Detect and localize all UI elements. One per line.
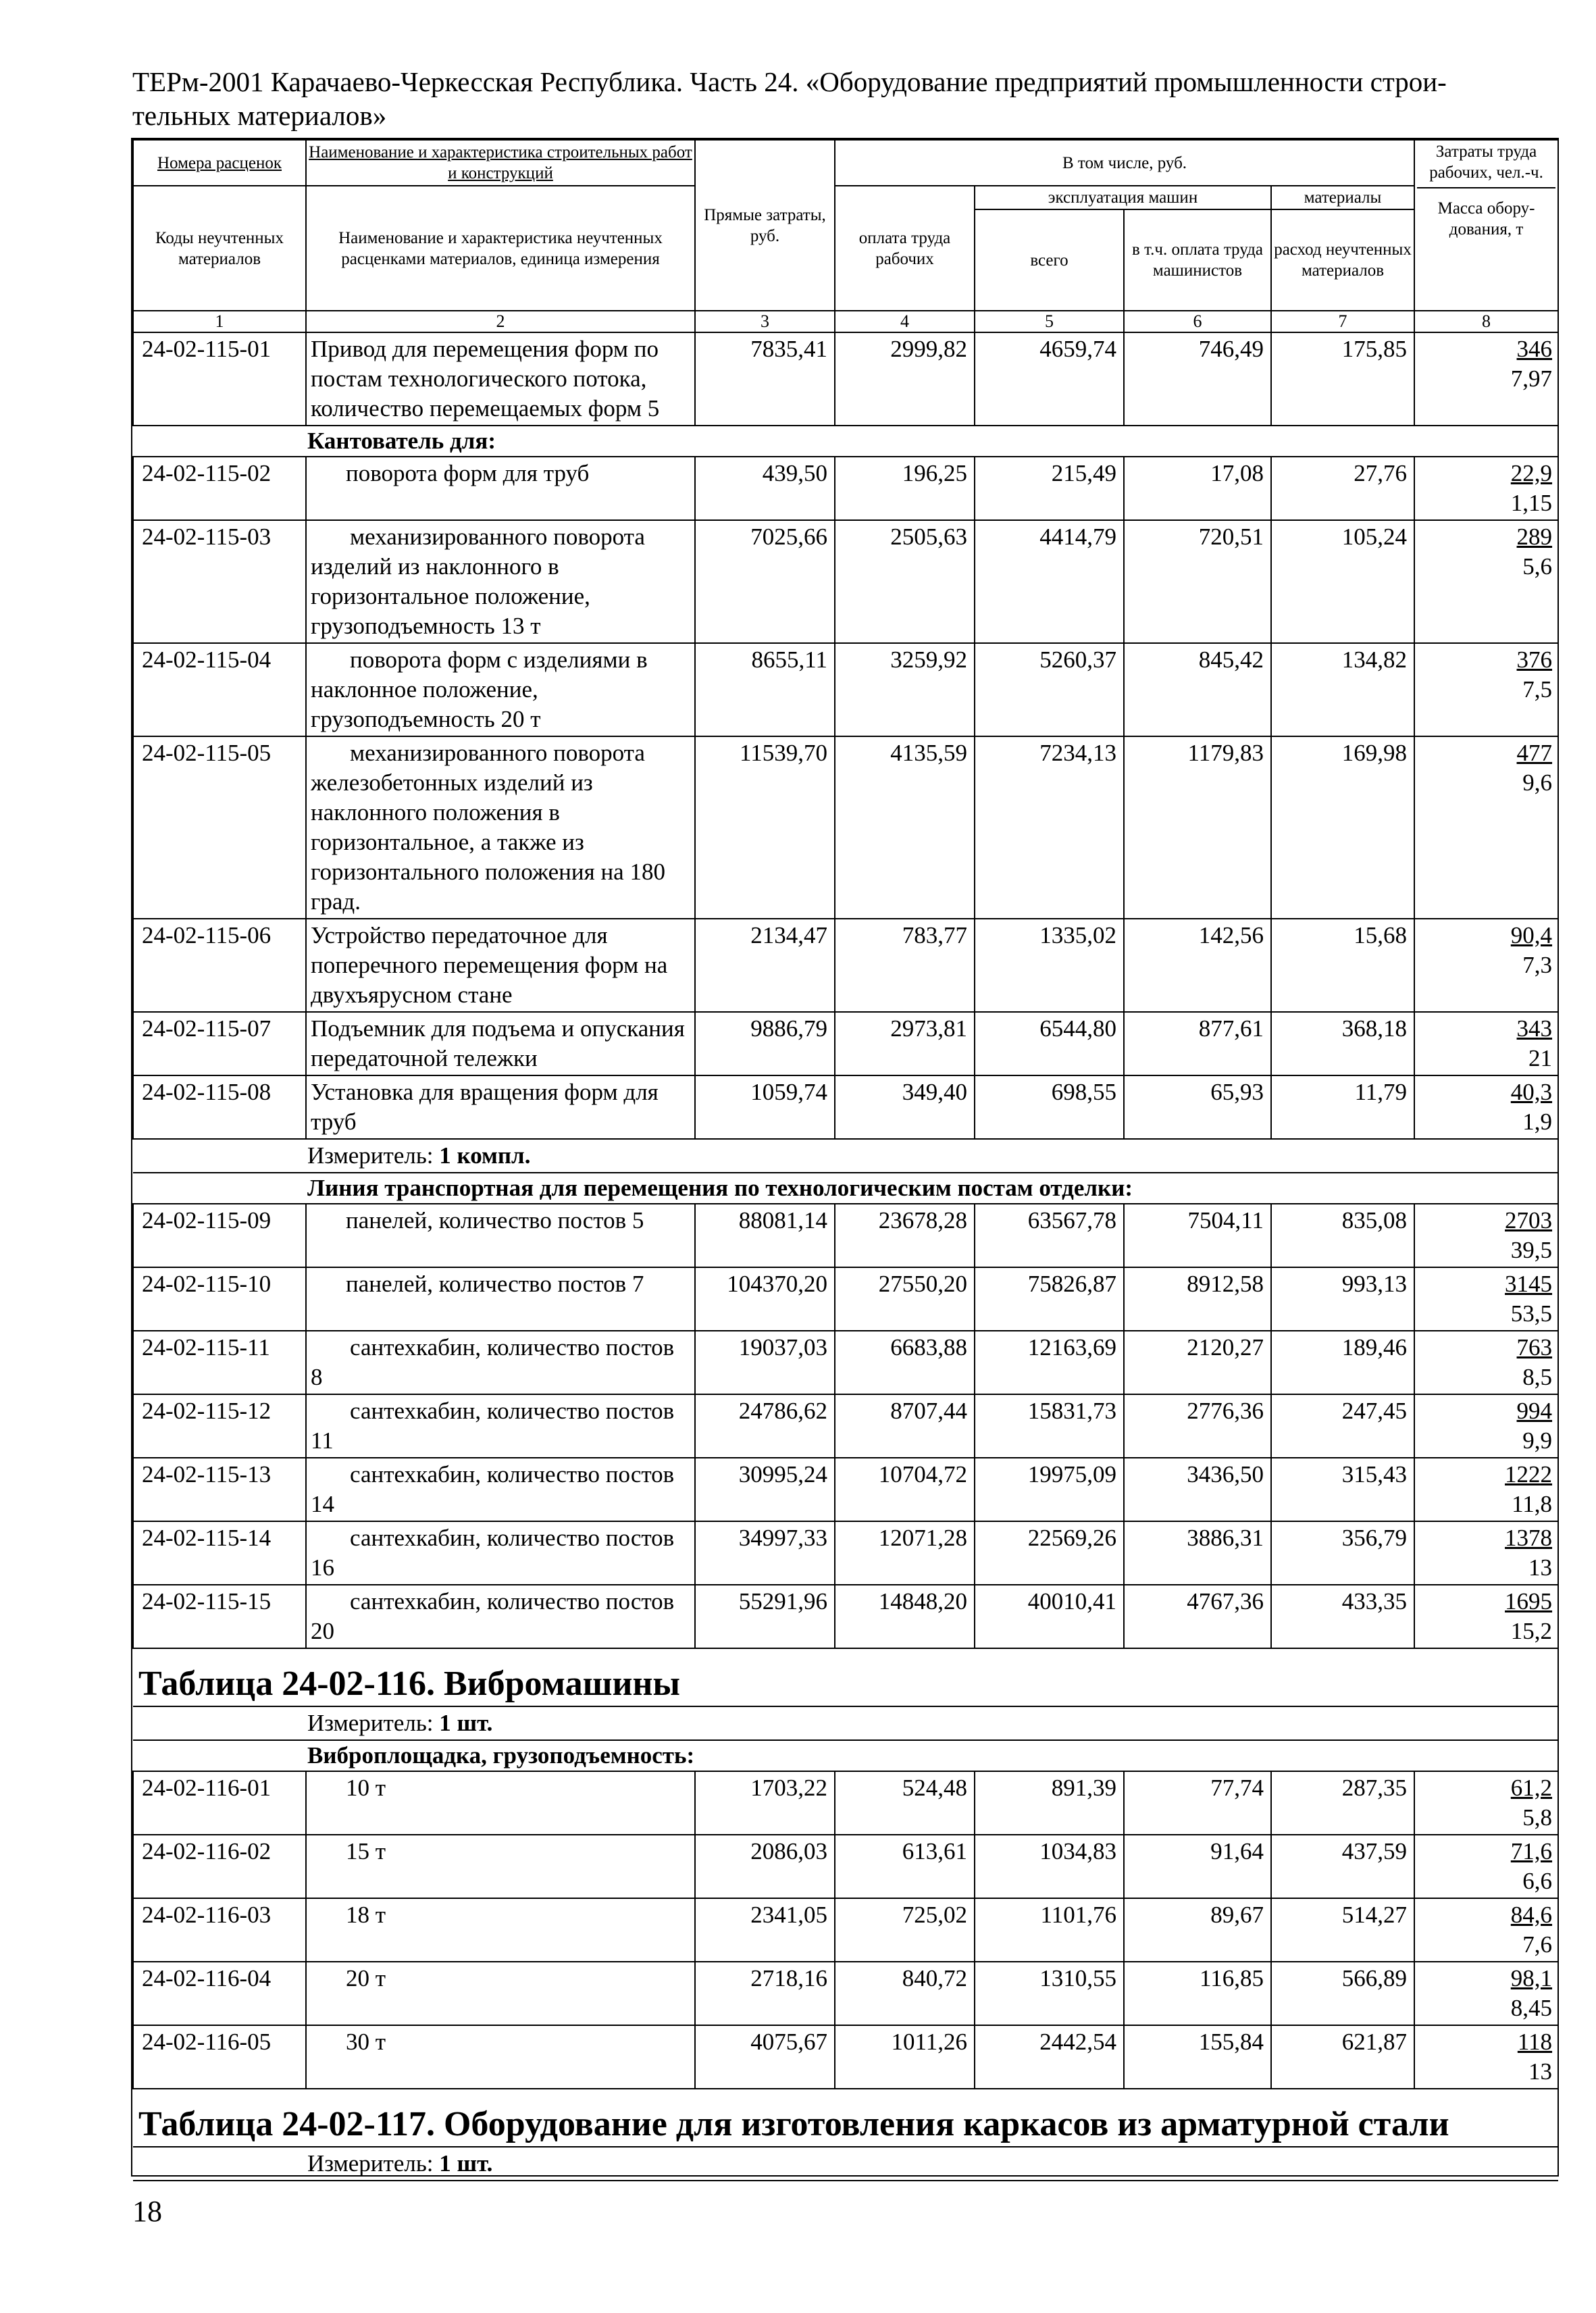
labor-mass-cell [1414, 1204, 1558, 1267]
labor-mass-cell [1414, 1075, 1558, 1139]
worker-pay: 3259,92 [835, 643, 975, 736]
direct-costs: 1059,74 [695, 1075, 835, 1139]
machinist-pay: 89,67 [1124, 1898, 1271, 1962]
machines-total: 7234,13 [975, 736, 1124, 919]
header-material-codes: Коды неучтенных материалов [133, 186, 306, 311]
rate-code: 24-02-115-06 [133, 919, 306, 1012]
direct-costs: 2134,47 [695, 919, 835, 1012]
machines-total: 40010,41 [975, 1585, 1124, 1648]
equipment-mass: 39,5 [1510, 1237, 1553, 1263]
direct-costs: 7835,41 [695, 332, 835, 426]
meter-prefix: Измеритель: [307, 1142, 440, 1169]
header-rate-numbers: Номера расценок [133, 140, 306, 186]
machinist-pay: 2776,36 [1124, 1394, 1271, 1458]
labor-mass-cell [1414, 1394, 1558, 1458]
machinist-pay: 7504,11 [1124, 1204, 1271, 1267]
direct-costs: 30995,24 [695, 1458, 835, 1521]
worker-pay: 14848,20 [835, 1585, 975, 1648]
worker-pay: 613,61 [835, 1835, 975, 1898]
labor-costs: 346 [1516, 336, 1553, 362]
direct-costs: 2718,16 [695, 1962, 835, 2025]
machinist-pay: 116,85 [1124, 1962, 1271, 2025]
subheading-row [133, 1740, 1558, 1771]
subheading-row [133, 426, 1558, 457]
machines-total: 698,55 [975, 1075, 1124, 1139]
direct-costs: 2341,05 [695, 1898, 835, 1962]
direct-costs: 19037,03 [695, 1331, 835, 1394]
materials-cost: 835,08 [1271, 1204, 1414, 1267]
section-cell [133, 1648, 1558, 1706]
rate-name: сантехкабин, количество постов 16 [306, 1521, 695, 1585]
materials-cost: 189,46 [1271, 1331, 1414, 1394]
machines-total: 63567,78 [975, 1204, 1124, 1267]
rate-name: 10 т [306, 1771, 695, 1835]
direct-costs: 104370,20 [695, 1267, 835, 1331]
labor-costs: 289 [1516, 524, 1553, 550]
price-table-frame [131, 138, 1559, 2177]
meter [133, 2147, 1558, 2181]
machinist-pay: 3886,31 [1124, 1521, 1271, 1585]
labor-costs: 22,9 [1510, 460, 1553, 486]
materials-cost: 514,27 [1271, 1898, 1414, 1962]
rate-name: 20 т [306, 1962, 695, 2025]
rate-code: 24-02-115-13 [133, 1458, 306, 1521]
equipment-mass: 7,97 [1510, 365, 1553, 392]
labor-costs: 343 [1516, 1015, 1553, 1042]
subheading: Линия транспортная для перемещения по технологическим постам отделки: [133, 1173, 1558, 1204]
labor-mass-cell [1414, 643, 1558, 736]
rate-code: 24-02-115-03 [133, 520, 306, 643]
labor-costs: 71,6 [1510, 1838, 1553, 1864]
machinist-pay: 845,42 [1124, 643, 1271, 736]
table-row [133, 1898, 1558, 1962]
machinist-pay: 155,84 [1124, 2025, 1271, 2089]
rate-name: поворота форм с изделиями в наклонное положение, грузоподъемность 20 т [306, 643, 695, 736]
rate-code: 24-02-116-05 [133, 2025, 306, 2089]
worker-pay: 23678,28 [835, 1204, 975, 1267]
materials-cost: 287,35 [1271, 1771, 1414, 1835]
col-num-4: 4 [835, 311, 975, 332]
meter-unit: 1 шт. [439, 1710, 493, 1736]
machines-total: 1034,83 [975, 1835, 1124, 1898]
labor-costs: 98,1 [1510, 1965, 1553, 1991]
direct-costs: 11539,70 [695, 736, 835, 919]
table-row [133, 1394, 1558, 1458]
worker-pay: 349,40 [835, 1075, 975, 1139]
materials-cost: 356,79 [1271, 1521, 1414, 1585]
header-machinist-pay: в т.ч. оплата труда машинистов [1124, 209, 1271, 311]
labor-mass-cell [1414, 2025, 1558, 2089]
equipment-mass: 21 [1528, 1045, 1553, 1071]
header-unaccounted-materials: расход неучтенных материалов [1271, 209, 1414, 311]
equipment-mass: 53,5 [1510, 1300, 1553, 1327]
direct-costs: 24786,62 [695, 1394, 835, 1458]
machines-total: 19975,09 [975, 1458, 1124, 1521]
rate-name: механизированного поворота железобетонных изделий из наклонного положения в горизонтальное, а также из горизонтального положения на 180 град. [306, 736, 695, 919]
meter [133, 1706, 1558, 1740]
header-materials: материалы [1271, 186, 1414, 209]
labor-costs: 477 [1516, 740, 1553, 766]
machines-total: 12163,69 [975, 1331, 1124, 1394]
materials-cost: 621,87 [1271, 2025, 1414, 2089]
labor-costs: 1695 [1505, 1588, 1553, 1615]
labor-mass-cell [1414, 520, 1558, 643]
machinist-pay: 77,74 [1124, 1771, 1271, 1835]
labor-mass-cell [1414, 736, 1558, 919]
direct-costs: 88081,14 [695, 1204, 835, 1267]
equipment-mass: 13 [1528, 2058, 1553, 2085]
materials-cost: 11,79 [1271, 1075, 1414, 1139]
materials-cost: 368,18 [1271, 1012, 1414, 1075]
materials-cost: 993,13 [1271, 1267, 1414, 1331]
rate-name: панелей, количество постов 7 [306, 1267, 695, 1331]
machines-total: 6544,80 [975, 1012, 1124, 1075]
direct-costs: 2086,03 [695, 1835, 835, 1898]
header-machines: эксплуатация машин [975, 186, 1271, 209]
materials-cost: 247,45 [1271, 1394, 1414, 1458]
machines-total: 1335,02 [975, 919, 1124, 1012]
rate-code: 24-02-116-02 [133, 1835, 306, 1898]
worker-pay: 725,02 [835, 1898, 975, 1962]
equipment-mass: 7,3 [1522, 952, 1553, 978]
rate-code: 24-02-116-03 [133, 1898, 306, 1962]
labor-costs: 763 [1516, 1334, 1553, 1361]
section-title: Таблица 24-02-116. Вибромашины [138, 1664, 681, 1703]
worker-pay: 2505,63 [835, 520, 975, 643]
direct-costs: 9886,79 [695, 1012, 835, 1075]
materials-cost: 27,76 [1271, 457, 1414, 520]
equipment-mass: 8,5 [1522, 1364, 1553, 1390]
equipment-mass: 1,15 [1510, 490, 1553, 516]
machines-total: 22569,26 [975, 1521, 1124, 1585]
materials-cost: 134,82 [1271, 643, 1414, 736]
machinist-pay: 142,56 [1124, 919, 1271, 1012]
machines-total: 2442,54 [975, 2025, 1124, 2089]
machines-total: 4414,79 [975, 520, 1124, 643]
col-num-7: 7 [1271, 311, 1414, 332]
rate-name: механизированного поворота изделий из наклонного в горизонтальное положение, грузоподъемность 13 т [306, 520, 695, 643]
section-row [133, 2089, 1558, 2147]
meter-row [133, 1139, 1558, 1173]
equipment-mass: 5,6 [1522, 553, 1553, 580]
meter-unit: 1 шт. [439, 2150, 493, 2177]
equipment-mass: 9,9 [1522, 1427, 1553, 1454]
meter-prefix: Измеритель: [307, 1710, 440, 1736]
rate-code: 24-02-115-04 [133, 643, 306, 736]
worker-pay: 1011,26 [835, 2025, 975, 2089]
labor-costs: 1222 [1505, 1461, 1553, 1488]
materials-cost: 433,35 [1271, 1585, 1414, 1648]
table-row [133, 1331, 1558, 1394]
table-row [133, 1458, 1558, 1521]
machines-total: 4659,74 [975, 332, 1124, 426]
materials-cost: 566,89 [1271, 1962, 1414, 2025]
equipment-mass: 8,45 [1510, 1995, 1553, 2021]
worker-pay: 524,48 [835, 1771, 975, 1835]
machines-total: 5260,37 [975, 643, 1124, 736]
labor-mass-cell [1414, 1898, 1558, 1962]
labor-mass-cell [1414, 1962, 1558, 2025]
table-row [133, 1962, 1558, 2025]
table-row [133, 643, 1558, 736]
rate-code: 24-02-115-15 [133, 1585, 306, 1648]
meter [133, 1139, 1558, 1173]
direct-costs: 439,50 [695, 457, 835, 520]
direct-costs: 4075,67 [695, 2025, 835, 2089]
col-num-5: 5 [975, 311, 1124, 332]
equipment-mass: 9,6 [1522, 769, 1553, 796]
table-row [133, 520, 1558, 643]
materials-cost: 175,85 [1271, 332, 1414, 426]
header-in-total: В том числе, руб. [835, 140, 1414, 186]
rate-name: поворота форм для труб [306, 457, 695, 520]
labor-mass-cell [1414, 1267, 1558, 1331]
meter-row [133, 1706, 1558, 1740]
section-row [133, 1648, 1558, 1706]
rate-name: сантехкабин, количество постов 8 [306, 1331, 695, 1394]
equipment-mass: 6,6 [1522, 1868, 1553, 1894]
rate-code: 24-02-115-09 [133, 1204, 306, 1267]
labor-mass-cell [1414, 919, 1558, 1012]
rate-name: 18 т [306, 1898, 695, 1962]
page-title: ТЕРм-2001 Карачаево-Черкесская Республика. Часть 24. «Оборудование предприятий промышленности строи- тельных материалов» [132, 66, 1447, 131]
equipment-mass: 1,9 [1522, 1109, 1553, 1135]
machinist-pay: 65,93 [1124, 1075, 1271, 1139]
direct-costs: 55291,96 [695, 1585, 835, 1648]
rate-code: 24-02-115-02 [133, 457, 306, 520]
table-row [133, 736, 1558, 919]
header-direct-costs: Прямые затраты, руб. [695, 140, 835, 311]
header-machines-total: всего [975, 209, 1124, 311]
col-num-8: 8 [1414, 311, 1558, 332]
meter-row [133, 2147, 1558, 2181]
table-row [133, 332, 1558, 426]
header-equipment-mass: Масса обору-дования, т [1437, 199, 1535, 238]
materials-cost: 105,24 [1271, 520, 1414, 643]
equipment-mass: 5,8 [1522, 1804, 1553, 1831]
equipment-mass: 7,5 [1522, 676, 1553, 703]
subheading-row [133, 1173, 1558, 1204]
rate-code: 24-02-115-05 [133, 736, 306, 919]
table-row [133, 1075, 1558, 1139]
machines-total: 891,39 [975, 1771, 1124, 1835]
table-row [133, 2025, 1558, 2089]
direct-costs: 1703,22 [695, 1771, 835, 1835]
worker-pay: 27550,20 [835, 1267, 975, 1331]
labor-mass-cell [1414, 1458, 1558, 1521]
materials-cost: 169,98 [1271, 736, 1414, 919]
rate-name: Подъемник для подъема и опускания передаточной тележки [306, 1012, 695, 1075]
labor-costs: 1378 [1505, 1525, 1553, 1551]
equipment-mass: 11,8 [1512, 1491, 1553, 1517]
worker-pay: 12071,28 [835, 1521, 975, 1585]
rate-name: сантехкабин, количество постов 11 [306, 1394, 695, 1458]
rate-name: Установка для вращения форм для труб [306, 1075, 695, 1139]
page-number: 18 [132, 2195, 162, 2228]
rate-name: сантехкабин, количество постов 14 [306, 1458, 695, 1521]
equipment-mass: 13 [1528, 1554, 1553, 1581]
rate-code: 24-02-115-10 [133, 1267, 306, 1331]
labor-costs: 2703 [1505, 1207, 1553, 1234]
labor-costs: 376 [1516, 646, 1553, 673]
machinist-pay: 4767,36 [1124, 1585, 1271, 1648]
rate-code: 24-02-115-11 [133, 1331, 306, 1394]
labor-costs: 90,4 [1510, 922, 1553, 948]
direct-costs: 34997,33 [695, 1521, 835, 1585]
worker-pay: 10704,72 [835, 1458, 975, 1521]
table-row [133, 1771, 1558, 1835]
machinist-pay: 720,51 [1124, 520, 1271, 643]
materials-cost: 15,68 [1271, 919, 1414, 1012]
rate-name: 30 т [306, 2025, 695, 2089]
rate-code: 24-02-115-08 [133, 1075, 306, 1139]
header-labor-costs: Затраты труда рабочих, чел.-ч. [1417, 141, 1555, 188]
header-labor-mass [1414, 140, 1558, 311]
machines-total: 215,49 [975, 457, 1124, 520]
col-num-1: 1 [133, 311, 306, 332]
labor-mass-cell [1414, 1521, 1558, 1585]
table-row [133, 1267, 1558, 1331]
labor-mass-cell [1414, 332, 1558, 426]
machines-total: 1101,76 [975, 1898, 1124, 1962]
materials-cost: 437,59 [1271, 1835, 1414, 1898]
header-worker-pay: оплата труда рабочих [835, 186, 975, 311]
col-num-6: 6 [1124, 311, 1271, 332]
col-num-3: 3 [695, 311, 835, 332]
labor-costs: 994 [1516, 1398, 1553, 1424]
materials-cost: 315,43 [1271, 1458, 1414, 1521]
worker-pay: 4135,59 [835, 736, 975, 919]
subheading: Кантователь для: [133, 426, 1558, 457]
worker-pay: 840,72 [835, 1962, 975, 2025]
table-row [133, 1521, 1558, 1585]
labor-mass-cell [1414, 1331, 1558, 1394]
machinist-pay: 3436,50 [1124, 1458, 1271, 1521]
labor-mass-cell [1414, 1012, 1558, 1075]
machinist-pay: 1179,83 [1124, 736, 1271, 919]
rate-name: Устройство передаточное для поперечного перемещения форм на двухъярусном стане [306, 919, 695, 1012]
rate-name: сантехкабин, количество постов 20 [306, 1585, 695, 1648]
table-row [133, 1012, 1558, 1075]
col-num-2: 2 [306, 311, 695, 332]
direct-costs: 8655,11 [695, 643, 835, 736]
rate-code: 24-02-115-12 [133, 1394, 306, 1458]
worker-pay: 196,25 [835, 457, 975, 520]
rate-name: панелей, количество постов 5 [306, 1204, 695, 1267]
worker-pay: 2973,81 [835, 1012, 975, 1075]
equipment-mass: 15,2 [1510, 1618, 1553, 1644]
rate-code: 24-02-116-04 [133, 1962, 306, 2025]
rate-code: 24-02-115-01 [133, 332, 306, 426]
worker-pay: 8707,44 [835, 1394, 975, 1458]
labor-mass-cell [1414, 1771, 1558, 1835]
table-row [133, 1835, 1558, 1898]
equipment-mass: 7,6 [1522, 1931, 1553, 1958]
meter-unit: 1 компл. [439, 1142, 531, 1169]
meter-prefix: Измеритель: [307, 2150, 440, 2177]
section-title: Таблица 24-02-117. Оборудование для изготовления каркасов из арматурной стали [138, 2105, 1449, 2143]
labor-costs: 61,2 [1510, 1775, 1553, 1801]
machinist-pay: 746,49 [1124, 332, 1271, 426]
labor-mass-cell [1414, 1585, 1558, 1648]
labor-costs: 118 [1517, 2029, 1553, 2055]
table-row [133, 1204, 1558, 1267]
machines-total: 1310,55 [975, 1962, 1124, 2025]
worker-pay: 2999,82 [835, 332, 975, 426]
table-row [133, 457, 1558, 520]
rate-code: 24-02-115-07 [133, 1012, 306, 1075]
machinist-pay: 877,61 [1124, 1012, 1271, 1075]
rate-code: 24-02-116-01 [133, 1771, 306, 1835]
table-row [133, 919, 1558, 1012]
machinist-pay: 91,64 [1124, 1835, 1271, 1898]
rate-name: Привод для перемещения форм по постам технологического потока, количество перемещаемых форм 5 [306, 332, 695, 426]
header-material-name: Наименование и характеристика неучтенных расценками материалов, единица измерения [306, 186, 695, 311]
labor-mass-cell [1414, 1835, 1558, 1898]
labor-costs: 84,6 [1510, 1902, 1553, 1928]
labor-costs: 40,3 [1510, 1079, 1553, 1105]
subheading: Виброплощадка, грузоподъемность: [133, 1740, 1558, 1771]
labor-mass-cell [1414, 457, 1558, 520]
machinist-pay: 8912,58 [1124, 1267, 1271, 1331]
worker-pay: 783,77 [835, 919, 975, 1012]
price-table [132, 139, 1559, 2181]
section-cell [133, 2089, 1558, 2147]
worker-pay: 6683,88 [835, 1331, 975, 1394]
machinist-pay: 17,08 [1124, 457, 1271, 520]
table-row [133, 1585, 1558, 1648]
machines-total: 75826,87 [975, 1267, 1124, 1331]
labor-costs: 3145 [1505, 1271, 1553, 1297]
direct-costs: 7025,66 [695, 520, 835, 643]
header-work-name: Наименование и характеристика строительных работ и конструкций [306, 140, 695, 186]
rate-name: 15 т [306, 1835, 695, 1898]
rate-code: 24-02-115-14 [133, 1521, 306, 1585]
machines-total: 15831,73 [975, 1394, 1124, 1458]
machinist-pay: 2120,27 [1124, 1331, 1271, 1394]
